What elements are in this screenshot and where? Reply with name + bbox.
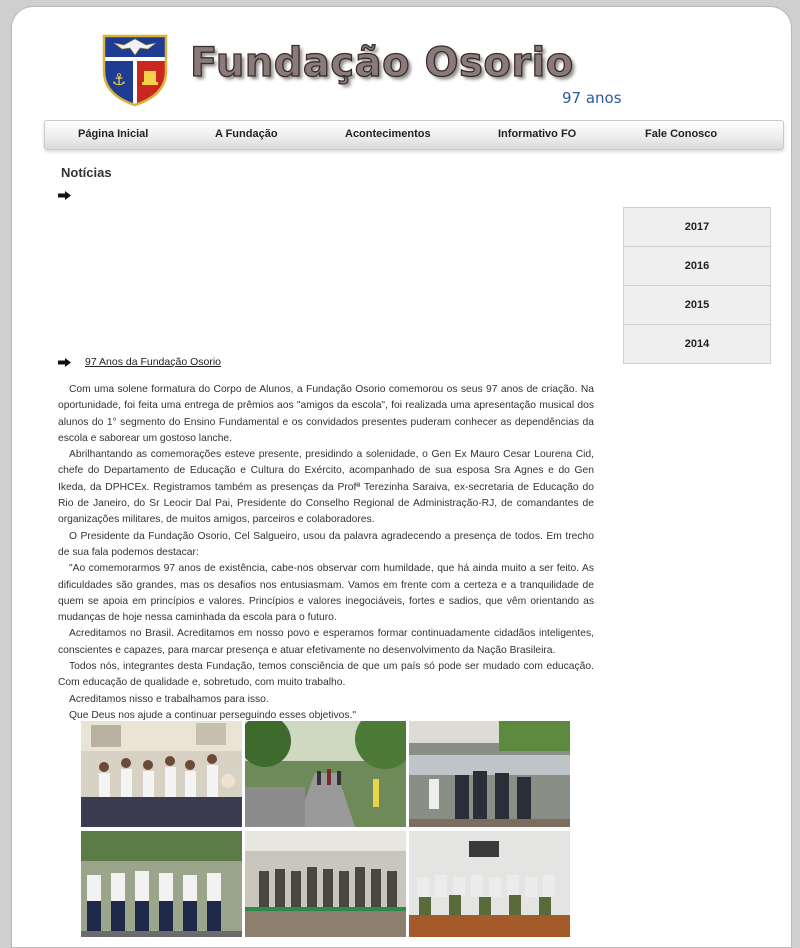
article-paragraph: "Ao comemorarmos 97 anos de existência, cabe-nos observar com humildade, que há ainda muito a ser feito. As dificuldades são grandes, mas os desafios nos entusiasmam. Vamos em frente com a certeza e a tranquilidade de quem se apoia em princípios e valores. Princípios e valores inegociáveis, fortes e sadios, que vêm orientando as mudanças de hoje nessa caminhada da escola para o futuro. — [58, 563, 594, 624]
article-paragraph: O Presidente da Fundação Osorio, Cel Salgueiro, usou da palavra agradecendo a presença de todos. Em trecho de sua fala podemos destacar: — [58, 530, 594, 558]
arrow-right-icon — [58, 191, 71, 200]
gallery-photo[interactable] — [81, 721, 242, 827]
news-section-title: Notícias — [61, 165, 112, 180]
year-item-2016[interactable]: 2016 — [624, 247, 770, 286]
gallery-photo[interactable] — [245, 721, 406, 827]
gallery-photo[interactable] — [245, 831, 406, 937]
svg-text:⚓: ⚓ — [111, 70, 127, 89]
year-item-2017[interactable]: 2017 — [624, 208, 770, 247]
arrow-right-icon — [58, 358, 71, 367]
article-paragraph: Acreditamos nisso e trabalhamos para isso. — [69, 693, 269, 705]
crest-logo — [100, 33, 170, 107]
article-paragraph: Todos nós, integrantes desta Fundação, temos consciência de que um país só pode ser mudado com educação. Com educação de qualidade e, sobretudo, com muito trabalho. — [58, 661, 594, 689]
main-nav — [44, 120, 784, 150]
year-item-2015[interactable]: 2015 — [624, 286, 770, 325]
site-title: Fundação Osorio — [190, 40, 574, 86]
nav-item-pagina-inicial[interactable]: Página Inicial — [78, 128, 149, 140]
photo-gallery — [81, 721, 571, 937]
nav-item-a-fundacao[interactable]: A Fundação — [215, 128, 278, 140]
nav-item-fale-conosco[interactable]: Fale Conosco — [645, 128, 718, 140]
site-subtitle: 97 anos — [562, 89, 622, 107]
gallery-photo[interactable] — [409, 721, 570, 827]
gallery-photo[interactable] — [409, 831, 570, 937]
article-paragraph: Com uma solene formatura do Corpo de Alunos, a Fundação Osorio comemorou os seus 97 anos de criação. Na oportunidade, foi feita uma entrega de prêmios aos "amigos da escola", foi realizada uma apresentação musical dos alunos do 1° segmento do Ensino Fundamental e os convidados presentes puderam conhecer as dependências da escola e saborear um gostoso lanche. — [58, 384, 594, 444]
article-paragraph: Acreditamos no Brasil. Acreditamos em nosso povo e esperamos formar continuadamente cidadãos inteligentes, conscientes e capazes, para marcar presença e atuar efetivamente no desenvolvimento da Nação Brasileira. — [58, 628, 594, 656]
article-paragraph: Abrilhantando as comemorações esteve presente, presidindo a solenidade, o Gen Ex Mauro Cesar Lourena Cid, chefe do Departamento de Educação e Cultura do Exército, acompanhado de sua esposa Sra Agnes e do Gen Ikeda, da DPHCEx. Registramos também as presenças da Profª Terezinha Saraiva, ex-secretaria de Educação do Rio de Janeiro, do Sr Leocir Dal Pai, Presidente do Conselho Regional de Administração-RJ, de comandantes de organizações militares, de muitos amigos, parceiros e colaboradores. — [58, 449, 594, 526]
year-item-2014[interactable]: 2014 — [624, 325, 770, 363]
gallery-photo[interactable] — [81, 831, 242, 937]
nav-item-acontecimentos[interactable]: Acontecimentos — [345, 128, 431, 140]
news-article-body — [58, 382, 594, 724]
nav-item-informativo-fo[interactable]: Informativo FO — [498, 128, 577, 140]
article-paragraph: Que Deus nos ajude a continuar perseguindo esses objetivos." — [69, 709, 357, 721]
news-article-link[interactable]: 97 Anos da Fundação Osorio — [85, 356, 222, 368]
year-archive-menu — [623, 207, 771, 364]
page-container — [11, 6, 792, 948]
